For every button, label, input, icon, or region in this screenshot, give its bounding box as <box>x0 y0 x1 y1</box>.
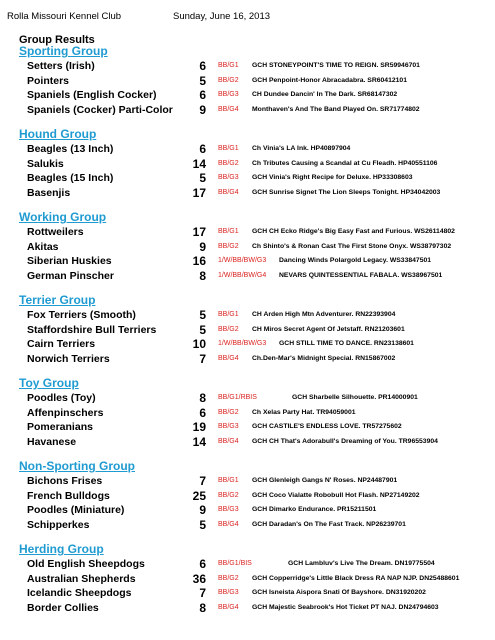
entry-count: 8 <box>199 268 206 283</box>
breed-name: Affenpinschers <box>27 406 104 419</box>
result-row <box>0 171 495 186</box>
breed-name: Spaniels (English Cocker) <box>27 89 157 101</box>
result-row <box>0 572 495 587</box>
winning-dog: Ch Xelas Party Hat. TR94059001 <box>252 408 356 416</box>
winning-dog: GCH Glenleigh Gangs N' Roses. NP24487901 <box>252 477 398 484</box>
result-row <box>0 157 495 172</box>
winning-dog: Ch Vinia's LA Ink. HP40897904 <box>252 145 351 152</box>
entry-count: 5 <box>199 517 206 532</box>
group-spacer <box>0 532 495 541</box>
winning-dog: GCH Dimarko Endurance. PR15211501 <box>252 506 377 513</box>
entry-count: 5 <box>199 171 206 185</box>
entry-count: 5 <box>199 73 206 88</box>
result-row <box>0 391 495 406</box>
entry-count: 17 <box>192 225 206 239</box>
breed-name: Border Collies <box>27 601 99 614</box>
breed-name: Australian Shepherds <box>27 572 136 585</box>
group-spacer <box>0 117 495 126</box>
placement-award: BB/G1 <box>218 477 239 484</box>
winning-dog: GCH Sunrise Signet The Lion Sleeps Tonight. HP34042003 <box>252 188 441 196</box>
placement-award: BB/G2 <box>218 159 239 167</box>
entry-count: 36 <box>192 571 206 586</box>
group-heading: Toy Group <box>19 376 79 390</box>
breed-name: Norwich Terriers <box>27 352 110 365</box>
winning-dog: GCH STONEYPOINT'S TIME TO REIGN. SR59946701 <box>252 62 420 69</box>
result-row <box>0 88 495 103</box>
entry-count: 17 <box>192 185 206 200</box>
entry-count: 9 <box>199 102 206 117</box>
placement-award: BB/G3 <box>218 506 239 513</box>
result-row <box>0 503 495 518</box>
placement-award: BB/G4 <box>218 188 239 196</box>
breed-name: Akitas <box>27 240 59 253</box>
result-row <box>0 74 495 89</box>
placement-award: BB/G3 <box>218 589 239 596</box>
placement-award: BB/G4 <box>218 603 239 611</box>
winning-dog: Monthaven's And The Band Played On. SR71774802 <box>252 105 420 113</box>
group-spacer <box>0 366 495 375</box>
result-row <box>0 474 495 489</box>
result-row <box>0 601 495 616</box>
winning-dog: Ch Shinto's & Ronan Cast The First Stone Onyx. WS38797302 <box>252 242 452 250</box>
placement-award: BB/G1/RBIS <box>218 394 257 401</box>
result-row <box>0 308 495 323</box>
breed-name: Spaniels (Cocker) Parti-Color <box>27 103 173 116</box>
result-row <box>0 557 495 572</box>
placement-award: BB/G2 <box>218 574 239 582</box>
winning-dog: GCH CASTILE'S ENDLESS LOVE. TR57275602 <box>252 423 402 430</box>
breed-name: Setters (Irish) <box>27 60 95 72</box>
entry-count: 7 <box>199 586 206 600</box>
group-heading: Terrier Group <box>19 293 96 307</box>
winning-dog: GCH Penpoint-Honor Abracadabra. SR60412101 <box>252 76 407 84</box>
result-row <box>0 420 495 435</box>
entry-count: 25 <box>192 488 206 503</box>
breed-name: Fox Terriers (Smooth) <box>27 309 136 321</box>
placement-award: BB/G3 <box>218 174 239 181</box>
winning-dog: GCH Majestic Seabrook's Hot Ticket PT NAJ. DN24794603 <box>252 603 439 611</box>
result-row <box>0 254 495 269</box>
breed-name: Old English Sheepdogs <box>27 558 145 570</box>
breed-name: Pomeranians <box>27 421 93 433</box>
placement-award: BB/G2 <box>218 242 239 250</box>
breed-name: Icelandic Sheepdogs <box>27 587 132 599</box>
placement-award: BB/G2 <box>218 491 239 499</box>
breed-name: Bichons Frises <box>27 475 103 487</box>
placement-award: 1/W/BB/BW/G3 <box>218 340 267 347</box>
breed-name: German Pinscher <box>27 269 114 282</box>
result-row <box>0 186 495 201</box>
breed-name: Havanese <box>27 435 77 448</box>
placement-award: 1/W/BB/BW/G4 <box>218 271 267 279</box>
entry-count: 8 <box>199 600 206 615</box>
group-heading: Hound Group <box>19 127 97 141</box>
placement-award: BB/G4 <box>218 520 239 528</box>
result-row <box>0 435 495 450</box>
entry-count: 9 <box>199 239 206 254</box>
winning-dog: GCH CH Ecko Ridge's Big Easy Fast and Furious. WS26114802 <box>252 228 455 235</box>
winning-dog: GCH Sharbelle Silhouette. PR14000901 <box>292 394 418 401</box>
winning-dog: GCH Daradan's On The Fast Track. NP26239701 <box>252 520 406 528</box>
group-heading: Herding Group <box>19 542 104 556</box>
breed-name: Beagles (13 Inch) <box>27 143 114 155</box>
placement-award: 1/W/BB/BW/G3 <box>218 257 267 264</box>
winning-dog: NEVARS QUINTESSENTIAL FABALA. WS38967501 <box>279 271 443 279</box>
group-heading: Working Group <box>19 210 107 224</box>
breed-name: Rottweilers <box>27 226 84 238</box>
breed-name: Beagles (15 Inch) <box>27 172 114 184</box>
entry-count: 9 <box>199 503 206 517</box>
placement-award: BB/G1 <box>218 228 239 235</box>
entry-count: 6 <box>199 59 206 73</box>
placement-award: BB/G2 <box>218 76 239 84</box>
winning-dog: GCH Lambluv's Live The Dream. DN19775504 <box>288 560 435 567</box>
result-row <box>0 406 495 421</box>
page-title: Group Results <box>19 34 95 46</box>
entry-count: 14 <box>192 156 206 171</box>
placement-award: BB/G4 <box>218 437 239 445</box>
result-row <box>0 103 495 118</box>
result-row <box>0 586 495 601</box>
placement-award: BB/G1 <box>218 145 239 152</box>
entry-count: 6 <box>199 88 206 102</box>
placement-award: BB/G1 <box>218 311 239 318</box>
placement-award: BB/G4 <box>218 354 239 362</box>
winning-dog: GCH Isneista Aispora Snati Of Bayshore. DN31920202 <box>252 589 426 596</box>
result-row <box>0 142 495 157</box>
winning-dog: CH Arden High Mtn Adventurer. RN22393904 <box>252 311 396 318</box>
entry-count: 5 <box>199 308 206 322</box>
result-row <box>0 225 495 240</box>
entry-count: 8 <box>199 391 206 405</box>
group-spacer <box>0 449 495 458</box>
group-heading: Sporting Group <box>19 44 108 58</box>
entry-count: 6 <box>199 405 206 420</box>
breed-name: Pointers <box>27 74 70 87</box>
entry-count: 6 <box>199 142 206 156</box>
winning-dog: Ch Tributes Causing a Scandal at Cu Fleadh. HP40551106 <box>252 159 438 167</box>
placement-award: BB/G2 <box>218 408 239 416</box>
placement-award: BB/G4 <box>218 105 239 113</box>
result-row <box>0 59 495 74</box>
breed-name: Poodles (Toy) <box>27 392 96 404</box>
group-results-list <box>0 43 495 615</box>
result-row <box>0 240 495 255</box>
winning-dog: GCH Vinia's Right Recipe for Deluxe. HP33308603 <box>252 174 413 181</box>
breed-name: French Bulldogs <box>27 489 110 502</box>
placement-award: BB/G3 <box>218 91 239 98</box>
result-row <box>0 489 495 504</box>
club-name: Rolla Missouri Kennel Club <box>7 11 122 22</box>
result-row <box>0 352 495 367</box>
winning-dog: Dancing Winds Polargold Legacy. WS33847501 <box>279 257 432 264</box>
breed-name: Salukis <box>27 157 64 170</box>
placement-award: BB/G1 <box>218 62 239 69</box>
entry-count: 7 <box>199 351 206 366</box>
entry-count: 7 <box>199 474 206 488</box>
winning-dog: GCH Coco Vialatte Robobull Hot Flash. NP27149202 <box>252 491 420 499</box>
result-row <box>0 269 495 284</box>
result-row <box>0 323 495 338</box>
group-spacer <box>0 200 495 209</box>
breed-name: Schipperkes <box>27 518 90 531</box>
breed-name: Siberian Huskies <box>27 255 112 267</box>
breed-name: Basenjis <box>27 186 71 199</box>
winning-dog: GCH STILL TIME TO DANCE. RN23138601 <box>279 340 414 347</box>
winning-dog: GCH CH That's Adorabull's Dreaming of You. TR96553904 <box>252 437 438 445</box>
entry-count: 19 <box>192 420 206 434</box>
winning-dog: CH Dundee Dancin' In The Dark. SR68147302 <box>252 91 398 98</box>
breed-name: Cairn Terriers <box>27 338 96 350</box>
placement-award: BB/G1/BIS <box>218 560 252 567</box>
result-row <box>0 337 495 352</box>
entry-count: 5 <box>199 322 206 337</box>
entry-count: 14 <box>192 434 206 449</box>
placement-award: BB/G2 <box>218 325 239 333</box>
entry-count: 10 <box>192 337 206 351</box>
entry-count: 6 <box>199 557 206 571</box>
winning-dog: CH Miros Secret Agent Of Jetstaff. RN21203601 <box>252 325 405 333</box>
winning-dog: Ch.Den-Mar's Midnight Special. RN15867002 <box>252 354 396 362</box>
page-header <box>7 11 271 22</box>
result-row <box>0 518 495 533</box>
entry-count: 16 <box>192 254 206 268</box>
show-date: Sunday, June 16, 2013 <box>173 11 271 22</box>
winning-dog: GCH Copperridge's Little Black Dress RA NAP NJP. DN25488601 <box>252 574 460 582</box>
group-spacer <box>0 283 495 292</box>
group-heading: Non-Sporting Group <box>19 459 135 473</box>
breed-name: Poodles (Miniature) <box>27 504 125 516</box>
placement-award: BB/G3 <box>218 423 239 430</box>
breed-name: Staffordshire Bull Terriers <box>27 323 157 336</box>
